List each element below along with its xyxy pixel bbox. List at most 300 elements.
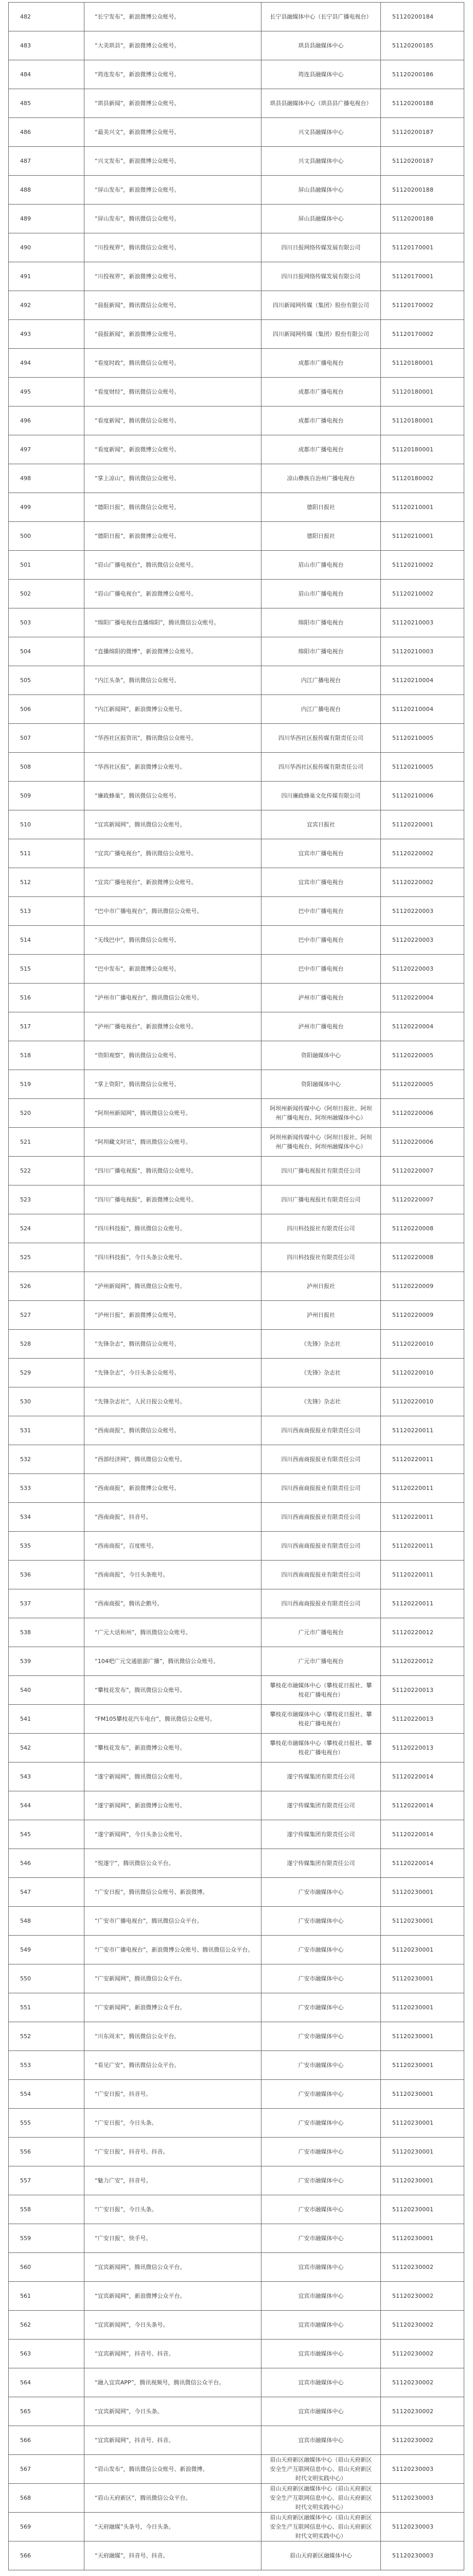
registration-code: 51120180001 [381, 378, 464, 406]
registration-code: 51120210001 [381, 493, 464, 522]
account-description: “广安日报”，今日头条。 [84, 2109, 261, 2138]
organization-name: 泸州市广播电视台 [261, 984, 381, 1012]
registration-code: 51120170002 [381, 320, 464, 349]
row-number: 535 [9, 1532, 84, 1561]
account-description: “广安日报”，腾讯微信公众账号、新浪微博。 [84, 1878, 261, 1907]
organization-name: 广元市广播电视台 [261, 1647, 381, 1676]
account-description: “泸州市广播电视台”，腾讯微信公众账号。 [84, 984, 261, 1012]
row-number: 530 [9, 1387, 84, 1416]
organization-name: 四川西南商报报业有限责任公司 [261, 1445, 381, 1474]
registration-code: 51120210002 [381, 551, 464, 580]
account-description: “攀枝花发布”，腾讯微信公众账号。 [84, 1676, 261, 1705]
row-number: 517 [9, 1012, 84, 1041]
account-description: “筠连发布”，新浪微博公众账号。 [84, 60, 261, 89]
row-number: 512 [9, 868, 84, 897]
row-number: 513 [9, 897, 84, 926]
row-number: 504 [9, 637, 84, 666]
table-row [9, 1734, 464, 1762]
registration-code: 51120220005 [381, 1041, 464, 1070]
organization-name: 眉山天府新区融媒体中心 [261, 2541, 381, 2570]
organization-name: 屏山县融媒体中心 [261, 205, 381, 233]
registration-code: 51120200188 [381, 89, 464, 118]
table-row [9, 406, 464, 435]
registration-code: 51120220006 [381, 1099, 464, 1128]
table-row [9, 2484, 464, 2513]
account-description: “华西社区报”，新浪微博公众账号。 [84, 753, 261, 782]
row-number: 539 [9, 1647, 84, 1676]
account-description: “先锋杂志”，腾讯微信公众账号。 [84, 1330, 261, 1359]
registration-code: 51120220014 [381, 1849, 464, 1878]
table-row [9, 2224, 464, 2253]
account-description: “看度时政”，腾讯微信公众账号。 [84, 349, 261, 378]
row-number: 565 [9, 2397, 84, 2426]
row-number: 533 [9, 1474, 84, 1503]
registration-code: 51120220009 [381, 1301, 464, 1330]
row-number: 498 [9, 464, 84, 493]
row-number: 518 [9, 1041, 84, 1070]
organization-name: 四川广播电视报社有限责任公司 [261, 1157, 381, 1185]
registration-code: 51120210005 [381, 753, 464, 782]
table-row [9, 1185, 464, 1214]
account-description: “四川科技报”，今日头条公众账号。 [84, 1243, 261, 1272]
account-description: “天府融媒”，抖音号、抖音。 [84, 2541, 261, 2570]
organization-name: 泸州市广播电视台 [261, 1012, 381, 1041]
registration-code: 51120230003 [381, 2513, 464, 2541]
registration-code: 51120220013 [381, 1676, 464, 1705]
account-description: “宜宾新闻网”，新浪微博公众平台。 [84, 2282, 261, 2311]
table-row [9, 897, 464, 926]
registry-table [8, 2, 464, 2570]
registration-code: 51120220007 [381, 1157, 464, 1185]
organization-name: 眉山市广播电视台 [261, 580, 381, 608]
organization-name: 宜宾市融媒体中心 [261, 2253, 381, 2282]
table-row [9, 1589, 464, 1618]
registration-code: 51120220002 [381, 839, 464, 868]
row-number: 506 [9, 695, 84, 724]
registration-code: 51120220008 [381, 1243, 464, 1272]
table-row [9, 493, 464, 522]
row-number: 500 [9, 522, 84, 551]
row-number: 502 [9, 580, 84, 608]
table-row [9, 291, 464, 320]
organization-name: 广安市融媒体中心 [261, 2224, 381, 2253]
account-description: “华西社区报资讯”，腾讯微信公众账号。 [84, 724, 261, 753]
account-description: “最美兴文”，新浪微博公众账号。 [84, 118, 261, 147]
organization-name: 宜宾市融媒体中心 [261, 2397, 381, 2426]
row-number: 485 [9, 89, 84, 118]
table-row [9, 1387, 464, 1416]
organization-name: 长宁县融媒体中心（长宁县广播电视台） [261, 3, 381, 31]
account-description: “眉山广播电视台”，腾讯微信公众账号。 [84, 551, 261, 580]
table-row [9, 2513, 464, 2541]
table-row [9, 724, 464, 753]
organization-name: 遂宁传媒集团有限责任公司 [261, 1849, 381, 1878]
table-row [9, 1214, 464, 1243]
row-number: 503 [9, 608, 84, 637]
table-row [9, 1099, 464, 1128]
organization-name: 四川新闻网传媒（集团）股份有限公司 [261, 291, 381, 320]
table-row [9, 522, 464, 551]
row-number: 544 [9, 1791, 84, 1820]
table-row [9, 2455, 464, 2484]
table-row [9, 2311, 464, 2340]
registration-code: 51120230001 [381, 1878, 464, 1907]
row-number: 507 [9, 724, 84, 753]
row-number: 482 [9, 3, 84, 31]
organization-name: 眉山天府新区融媒体中心（眉山天府新区安全生产互联网信息中心、眉山天府新区时代文明实践中心） [261, 2455, 381, 2484]
row-number: 495 [9, 378, 84, 406]
table-row [9, 2022, 464, 2051]
registration-code: 51120220009 [381, 1272, 464, 1301]
organization-name: 资阳融媒体中心 [261, 1070, 381, 1099]
account-description: “看度财经”，腾讯微信公众账号。 [84, 378, 261, 406]
table-row [9, 1762, 464, 1791]
registration-code: 51120220014 [381, 1762, 464, 1791]
account-description: “廉政蜂巢”，腾讯微信公众账号。 [84, 782, 261, 810]
table-row [9, 1561, 464, 1589]
row-number: 501 [9, 551, 84, 580]
table-row [9, 1849, 464, 1878]
table-row [9, 1070, 464, 1099]
account-description: “宜宾新闻网”，抖音号、抖音。 [84, 2340, 261, 2368]
account-description: “西南商报”，今日头条账号。 [84, 1561, 261, 1589]
account-description: “掌上凉山”，腾讯微信公众账号。 [84, 464, 261, 493]
organization-name: 巴中市广播电视台 [261, 926, 381, 955]
registration-code: 51120230002 [381, 2426, 464, 2455]
organization-name: 珙县县融媒体中心 [261, 31, 381, 60]
account-description: “西南商报”，腾讯微信公众账号。 [84, 1416, 261, 1445]
organization-name: 绵阳市广播电视台 [261, 637, 381, 666]
registration-code: 51120220010 [381, 1387, 464, 1416]
account-description: “阿坝州新闻网”，腾讯微信公众账号。 [84, 1099, 261, 1128]
table-row [9, 2195, 464, 2224]
row-number: 540 [9, 1676, 84, 1705]
account-description: “宜宾新闻网”，抖音号、抖音。 [84, 2426, 261, 2455]
table-row [9, 3, 464, 31]
row-number: 515 [9, 955, 84, 984]
account-description: “看度新闻”，新浪微博公众账号。 [84, 435, 261, 464]
table-row [9, 378, 464, 406]
organization-name: 内江广播电视台 [261, 695, 381, 724]
registration-code: 51120210002 [381, 580, 464, 608]
row-number: 536 [9, 1561, 84, 1589]
account-description: “泸州日报”，新浪微博公众账号。 [84, 1301, 261, 1330]
table-row [9, 349, 464, 378]
row-number: 516 [9, 984, 84, 1012]
organization-name: 广安市融媒体中心 [261, 2051, 381, 2080]
table-row [9, 1012, 464, 1041]
registration-code: 51120180001 [381, 349, 464, 378]
table-row [9, 1820, 464, 1849]
organization-name: 广安市融媒体中心 [261, 2166, 381, 2195]
organization-name: 宜宾市融媒体中心 [261, 2426, 381, 2455]
organization-name: 遂宁传媒集团有限责任公司 [261, 1820, 381, 1849]
organization-name: 广安市融媒体中心 [261, 1964, 381, 1993]
account-description: “先锋杂志社”，人民日报公众账号。 [84, 1387, 261, 1416]
table-row [9, 2080, 464, 2109]
table-row [9, 1705, 464, 1734]
organization-name: 《先锋》杂志社 [261, 1359, 381, 1387]
table-row [9, 666, 464, 695]
row-number: 543 [9, 1762, 84, 1791]
organization-name: 广安市融媒体中心 [261, 1936, 381, 1964]
organization-name: 四川广播电视报社有限责任公司 [261, 1185, 381, 1214]
row-number: 561 [9, 2282, 84, 2311]
registration-code: 51120220002 [381, 868, 464, 897]
table-row [9, 1964, 464, 1993]
organization-name: 宜宾市融媒体中心 [261, 2311, 381, 2340]
registration-code: 51120200186 [381, 60, 464, 89]
row-number: 550 [9, 1964, 84, 1993]
table-row [9, 2138, 464, 2166]
account-description: “川投视界”，腾讯微信公众账号。 [84, 233, 261, 262]
registration-code: 51120170001 [381, 262, 464, 291]
account-description: “宜宾新闻网”，腾讯微信公众平台。 [84, 2253, 261, 2282]
row-number: 532 [9, 1445, 84, 1474]
organization-name: 内江广播电视台 [261, 666, 381, 695]
registration-code: 51120170002 [381, 291, 464, 320]
row-number: 527 [9, 1301, 84, 1330]
table-row [9, 464, 464, 493]
table-row [9, 2541, 464, 2570]
organization-name: 四川西南商报报业有限责任公司 [261, 1416, 381, 1445]
table-row [9, 2166, 464, 2195]
row-number: 525 [9, 1243, 84, 1272]
organization-name: 四川西南商报报业有限责任公司 [261, 1503, 381, 1532]
table-row [9, 1503, 464, 1532]
table-row [9, 1359, 464, 1387]
row-number: 546 [9, 1849, 84, 1878]
table-row [9, 551, 464, 580]
registration-code: 51120230002 [381, 2282, 464, 2311]
account-description: “广安市广播电视台”，新浪微博公众账号、腾讯微信公众平台。 [84, 1936, 261, 1964]
registration-code: 51120220004 [381, 984, 464, 1012]
account-description: “巴中市广播电视台”，腾讯微信公众账号。 [84, 897, 261, 926]
row-number: 488 [9, 176, 84, 205]
registration-code: 51120230002 [381, 2311, 464, 2340]
table-row [9, 753, 464, 782]
row-number: 566 [9, 2541, 84, 2570]
table-row [9, 1618, 464, 1647]
row-number: 542 [9, 1734, 84, 1762]
organization-name: 四川科技报社有限责任公司 [261, 1214, 381, 1243]
table-row [9, 580, 464, 608]
table-row [9, 1647, 464, 1676]
row-number: 491 [9, 262, 84, 291]
organization-name: 眉山天府新区融媒体中心（眉山天府新区安全生产互联网信息中心、眉山天府新区时代文明实践中心） [261, 2513, 381, 2541]
account-description: “遂宁新闻网”，今日头条公众账号。 [84, 1820, 261, 1849]
table-row [9, 89, 464, 118]
registration-code: 51120220011 [381, 1532, 464, 1561]
account-description: “广安日报”，今日头条。 [84, 2195, 261, 2224]
organization-name: 宜宾市广播电视台 [261, 839, 381, 868]
row-number: 528 [9, 1330, 84, 1359]
registration-code: 51120230001 [381, 2166, 464, 2195]
registration-code: 51120220013 [381, 1705, 464, 1734]
registration-code: 51120210005 [381, 724, 464, 753]
account-description: “西南商报”，腾讯企鹅号。 [84, 1589, 261, 1618]
table-row [9, 637, 464, 666]
registration-code: 51120220010 [381, 1359, 464, 1387]
registration-code: 51120210003 [381, 608, 464, 637]
row-number: 493 [9, 320, 84, 349]
organization-name: 攀枝花市融媒体中心（攀枝花日报社、攀枝花广播电视台） [261, 1705, 381, 1734]
registration-code: 51120210004 [381, 666, 464, 695]
account-description: “德阳日报”，新浪微博公众账号。 [84, 522, 261, 551]
organization-name: 广元市广播电视台 [261, 1618, 381, 1647]
registration-code: 51120230001 [381, 2022, 464, 2051]
row-number: 556 [9, 2138, 84, 2166]
row-number: 534 [9, 1503, 84, 1532]
account-description: “长宁发布”，新浪微博公众账号。 [84, 3, 261, 31]
row-number: 487 [9, 147, 84, 176]
row-number: 519 [9, 1070, 84, 1099]
row-number: 547 [9, 1878, 84, 1907]
registration-code: 51120200184 [381, 3, 464, 31]
row-number: 497 [9, 435, 84, 464]
row-number: 567 [9, 2455, 84, 2484]
registration-code: 51120220001 [381, 810, 464, 839]
registration-code: 51120180002 [381, 464, 464, 493]
registration-code: 51120220003 [381, 926, 464, 955]
registration-code: 51120220005 [381, 1070, 464, 1099]
organization-name: 宜宾市广播电视台 [261, 868, 381, 897]
organization-name: 巴中市广播电视台 [261, 955, 381, 984]
organization-name: 凉山彝族自治州广播电视台 [261, 464, 381, 493]
table-row [9, 955, 464, 984]
organization-name: 成都市广播电视台 [261, 435, 381, 464]
registration-code: 51120230001 [381, 2224, 464, 2253]
account-description: “宜宾新闻网”，今日头条号。 [84, 2311, 261, 2340]
registration-code: 51120230001 [381, 1907, 464, 1936]
registration-code: 51120220011 [381, 1416, 464, 1445]
account-description: “遂宁新闻网”，腾讯微信公众账号。 [84, 1762, 261, 1791]
account-description: “四川广播电视报”，新浪微博公众账号。 [84, 1185, 261, 1214]
table-row [9, 926, 464, 955]
organization-name: 遂宁传媒集团有限责任公司 [261, 1791, 381, 1820]
account-description: “攀枝花发布”，新浪微博公众账号。 [84, 1734, 261, 1762]
account-description: “泸州广播电视台”，新浪微博公众账号。 [84, 1012, 261, 1041]
row-number: 508 [9, 753, 84, 782]
row-number: 483 [9, 31, 84, 60]
row-number: 557 [9, 2166, 84, 2195]
row-number: 552 [9, 2022, 84, 2051]
account-description: “魅力广安”，抖音号。 [84, 2166, 261, 2195]
registration-code: 51120230003 [381, 2541, 464, 2570]
row-number: 514 [9, 926, 84, 955]
table-row [9, 839, 464, 868]
registration-code: 51120220011 [381, 1474, 464, 1503]
row-number: 558 [9, 2195, 84, 2224]
registration-code: 51120230001 [381, 1964, 464, 1993]
registration-code: 51120180001 [381, 435, 464, 464]
row-number: 526 [9, 1272, 84, 1301]
row-number: 538 [9, 1618, 84, 1647]
organization-name: 成都市广播电视台 [261, 349, 381, 378]
table-row [9, 1330, 464, 1359]
row-number: 563 [9, 2340, 84, 2368]
table-row [9, 1272, 464, 1301]
row-number: 549 [9, 1936, 84, 1964]
table-row [9, 2051, 464, 2080]
registration-code: 51120210004 [381, 695, 464, 724]
row-number: 554 [9, 2080, 84, 2109]
row-number: 494 [9, 349, 84, 378]
row-number: 523 [9, 1185, 84, 1214]
registration-code: 51120200187 [381, 147, 464, 176]
account-description: “广安日报”，快手号。 [84, 2224, 261, 2253]
registration-code: 51120210003 [381, 637, 464, 666]
table-row [9, 2282, 464, 2311]
account-description: “眉山广播电视台”，新浪微博公众账号。 [84, 580, 261, 608]
registration-code: 51120230002 [381, 2340, 464, 2368]
table-row [9, 320, 464, 349]
registration-code: 51120200188 [381, 205, 464, 233]
registration-code: 51120220011 [381, 1589, 464, 1618]
organization-name: 四川日报网络传媒发展有限公司 [261, 233, 381, 262]
account-description: “德阳日报”，腾讯微信公众账号。 [84, 493, 261, 522]
account-description: “眉山天府新区”，腾讯微信公众平台。 [84, 2484, 261, 2513]
organization-name: 广安市融媒体中心 [261, 1993, 381, 2022]
organization-name: 广安市融媒体中心 [261, 2109, 381, 2138]
table-row [9, 2109, 464, 2138]
organization-name: 四川廉政蜂巢文化传媒有限公司 [261, 782, 381, 810]
table-row [9, 176, 464, 205]
table-row [9, 782, 464, 810]
organization-name: 广安市融媒体中心 [261, 1907, 381, 1936]
registration-code: 51120230001 [381, 2138, 464, 2166]
registration-code: 51120220006 [381, 1128, 464, 1157]
account-description: “宜宾广播电视台”，腾讯微信公众账号。 [84, 839, 261, 868]
registration-code: 51120170001 [381, 233, 464, 262]
account-description: “大美珙县”，新浪微博公众账号。 [84, 31, 261, 60]
account-description: “掌上资阳”，腾讯微信公众账号。 [84, 1070, 261, 1099]
organization-name: 兴文县融媒体中心 [261, 118, 381, 147]
registration-code: 51120220011 [381, 1503, 464, 1532]
organization-name: 绵阳市广播电视台 [261, 608, 381, 637]
row-number: 524 [9, 1214, 84, 1243]
organization-name: 阿坝州新闻传媒中心（阿坝日报社、阿坝州广播电视台、阿坝州融媒体中心） [261, 1099, 381, 1128]
row-number: 490 [9, 233, 84, 262]
registration-code: 51120230001 [381, 2080, 464, 2109]
registration-code: 51120220011 [381, 1561, 464, 1589]
table-row [9, 1936, 464, 1964]
table-row [9, 205, 464, 233]
account-description: “四川科技报”，腾讯微信公众账号。 [84, 1214, 261, 1243]
table-row [9, 984, 464, 1012]
table-row [9, 1128, 464, 1157]
organization-name: 泸州日报社 [261, 1301, 381, 1330]
account-description: “西南商报”，百度账号。 [84, 1532, 261, 1561]
account-description: “广安新闻网”，腾讯微信公众平台。 [84, 1964, 261, 1993]
row-number: 569 [9, 2513, 84, 2541]
organization-name: 资阳融媒体中心 [261, 1041, 381, 1070]
account-description: “广安日报”，抖音号、抖音。 [84, 2138, 261, 2166]
organization-name: 四川西南商报报业有限责任公司 [261, 1532, 381, 1561]
account-description: “川东周末”，腾讯微信公众平台。 [84, 2022, 261, 2051]
row-number: 545 [9, 1820, 84, 1849]
organization-name: 阿坝州新闻传媒中心（阿坝日报社、阿坝州广播电视台、阿坝州融媒体中心） [261, 1128, 381, 1157]
registration-code: 51120220011 [381, 1445, 464, 1474]
row-number: 568 [9, 2484, 84, 2513]
registration-code: 51120180001 [381, 406, 464, 435]
table-row [9, 695, 464, 724]
registration-code: 51120210006 [381, 782, 464, 810]
table-body [9, 3, 464, 2570]
account-description: “资阳观察”，腾讯微信公众账号。 [84, 1041, 261, 1070]
registration-code: 51120220007 [381, 1185, 464, 1214]
table-row [9, 1907, 464, 1936]
